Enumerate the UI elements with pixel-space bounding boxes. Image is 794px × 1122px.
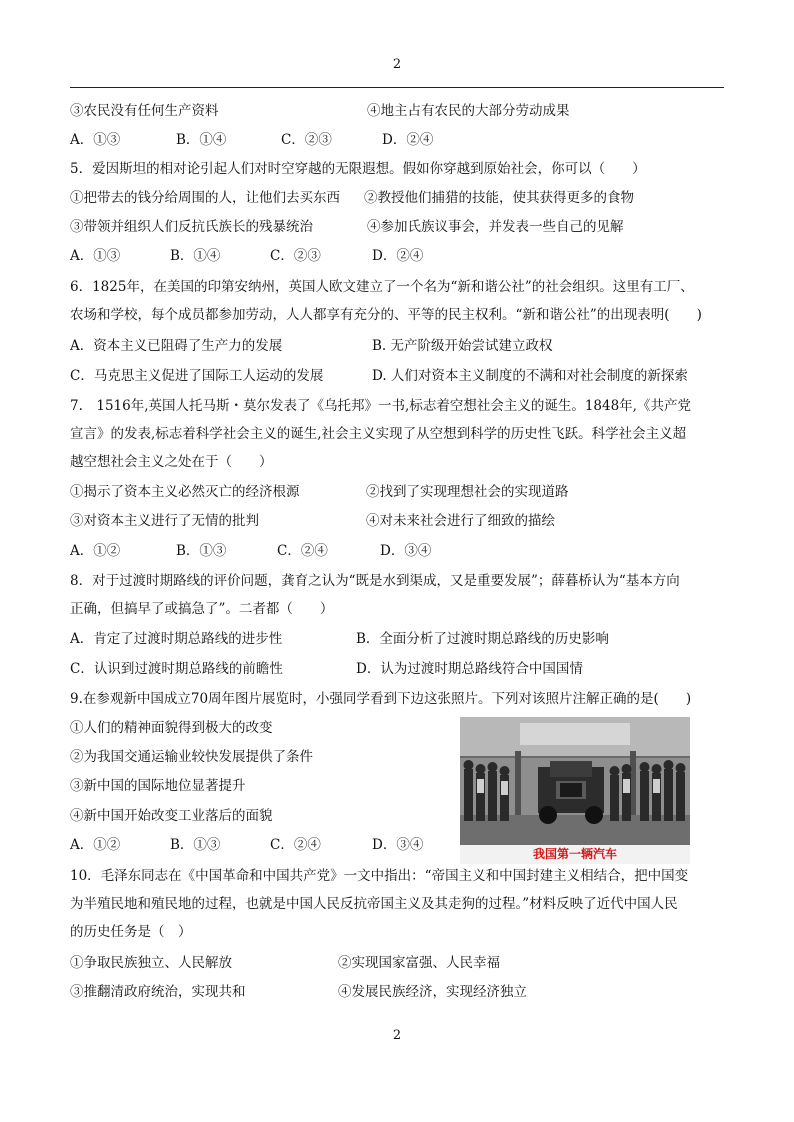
q10-option-4: ④发展民族经济，实现经济独立	[338, 984, 527, 1000]
q5-option-1: ①把带去的钱分给周围的人，让他们去买东西	[70, 190, 340, 206]
q9-option-4: ④新中国开始改变工业落后的面貌	[70, 808, 273, 824]
q6-choice-d[interactable]: D. 人们对资本主义制度的不满和对社会制度的新探索	[372, 368, 688, 384]
q6-choice-c[interactable]: C．马克思主义促进了国际工人运动的发展	[70, 368, 324, 384]
q9-choice-a[interactable]: A．①②	[70, 837, 121, 853]
q6-choice-a[interactable]: A．资本主义已阻碍了生产力的发展	[70, 338, 283, 354]
q7-stem-line-1: 7. 1516年,英国人托马斯・莫尔发表了《乌托邦》一书,标志着空想社会主义的诞生。1848年,《共产党	[70, 398, 691, 414]
q7-option-3: ③对资本主义进行了无情的批判	[70, 513, 259, 529]
factory-scene-illustration	[460, 717, 690, 845]
q10-stem-line-3: 的历史任务是（ ）	[70, 924, 192, 940]
q5-choice-c[interactable]: C．②③	[270, 248, 321, 264]
q4-choice-c[interactable]: C．②③	[281, 132, 332, 148]
q9-option-1: ①人们的精神面貌得到极大的改变	[70, 720, 273, 736]
q9-option-2: ②为我国交通运输业较快发展提供了条件	[70, 749, 313, 765]
q10-stem-line-1: 10．毛泽东同志在《中国革命和中国共产党》一文中指出：“帝国主义和中国封建主义相结合，把中国变	[70, 868, 689, 884]
q8-stem-line-2: 正确，但搞早了或搞急了”。二者都（ ）	[70, 601, 334, 617]
q10-option-2: ②实现国家富强、人民幸福	[338, 955, 500, 971]
page-number-top: 2	[392, 57, 402, 72]
q5-option-2: ②教授他们捕猎的技能，使其获得更多的食物	[364, 190, 634, 206]
q7-stem-line-2: 宣言》的发表,标志着科学社会主义的诞生,社会主义实现了从空想到科学的历史性飞跃。科学社会主义超	[70, 426, 687, 442]
header-rule	[70, 87, 724, 88]
q7-option-4: ④对未来社会进行了细致的描绘	[366, 513, 555, 529]
q4-choice-d[interactable]: D．②④	[382, 132, 434, 148]
q5-stem: 5．爱因斯坦的相对论引起人们对时空穿越的无限遐想。假如你穿越到原始社会，你可以（ ）	[70, 161, 646, 177]
q9-choice-b[interactable]: B．①③	[170, 837, 221, 853]
q7-choice-d[interactable]: D．③④	[380, 543, 432, 559]
q8-stem-line-1: 8．对于过渡时期路线的评价问题，龚育之认为“既是水到渠成，又是重要发展”；薛暮桥认为“基本方向	[70, 573, 680, 589]
q7-choice-a[interactable]: A．①②	[70, 543, 121, 559]
q9-option-3: ③新中国的国际地位显著提升	[70, 778, 246, 794]
q9-stem: 9.在参观新中国成立70周年图片展览时，小强同学看到下边这张照片。下列对该照片注解正确的是( )	[70, 691, 692, 707]
q5-choice-d[interactable]: D．②④	[372, 248, 424, 264]
q7-choice-b[interactable]: B．①③	[176, 543, 227, 559]
q8-choice-d[interactable]: D．认为过渡时期总路线符合中国国情	[356, 661, 583, 677]
q6-stem-line-1: 6．1825年，在美国的印第安纳州，英国人欧文建立了一个名为“新和谐公社”的社会组织。这里有工厂、	[70, 279, 694, 295]
q5-choice-a[interactable]: A．①③	[70, 248, 121, 264]
q7-stem-line-3: 越空想社会主义之处在于（ ）	[70, 454, 273, 470]
q5-option-3: ③带领并组织人们反抗氏族长的残暴统治	[70, 219, 313, 235]
q10-stem-line-2: 为半殖民地和殖民地的过程，也就是中国人民反抗帝国主义及其走狗的过程。”材料反映了近代中国人民	[70, 896, 678, 912]
q4-choice-a[interactable]: A．①③	[70, 132, 121, 148]
q5-choice-b[interactable]: B．①④	[170, 248, 221, 264]
q4-choice-b[interactable]: B．①④	[176, 132, 227, 148]
q4-option-3: ③农民没有任何生产资料	[70, 103, 219, 119]
q6-choice-b[interactable]: B. 无产阶级开始尝试建立政权	[372, 338, 553, 354]
q7-option-2: ②找到了实现理想社会的实现道路	[366, 484, 569, 500]
q10-option-1: ①争取民族独立、人民解放	[70, 955, 232, 971]
q7-choice-c[interactable]: C．②④	[277, 543, 328, 559]
photo-caption: 我国第一辆汽车	[460, 845, 690, 864]
page-number-bottom: 2	[392, 1028, 402, 1043]
q7-option-1: ①揭示了资本主义必然灭亡的经济根源	[70, 484, 300, 500]
q5-option-4: ④参加氏族议事会，并发表一些自己的见解	[367, 219, 624, 235]
q8-choice-c[interactable]: C．认识到过渡时期总路线的前瞻性	[70, 661, 283, 677]
q6-stem-line-2: 农场和学校，每个成员都参加劳动，人人都享有充分的、平等的民主权利。“新和谐公社”的出现表明( )	[70, 307, 702, 323]
q9-choice-d[interactable]: D．③④	[372, 837, 424, 853]
q4-option-4: ④地主占有农民的大部分劳动成果	[367, 103, 570, 119]
photo-image	[460, 717, 690, 845]
q8-choice-b[interactable]: B．全面分析了过渡时期总路线的历史影响	[356, 631, 609, 647]
q10-option-3: ③推翻清政府统治，实现共和	[70, 984, 246, 1000]
q8-choice-a[interactable]: A．肯定了过渡时期总路线的进步性	[70, 631, 283, 647]
first-car-photo	[460, 717, 690, 864]
q9-choice-c[interactable]: C．②④	[270, 837, 321, 853]
